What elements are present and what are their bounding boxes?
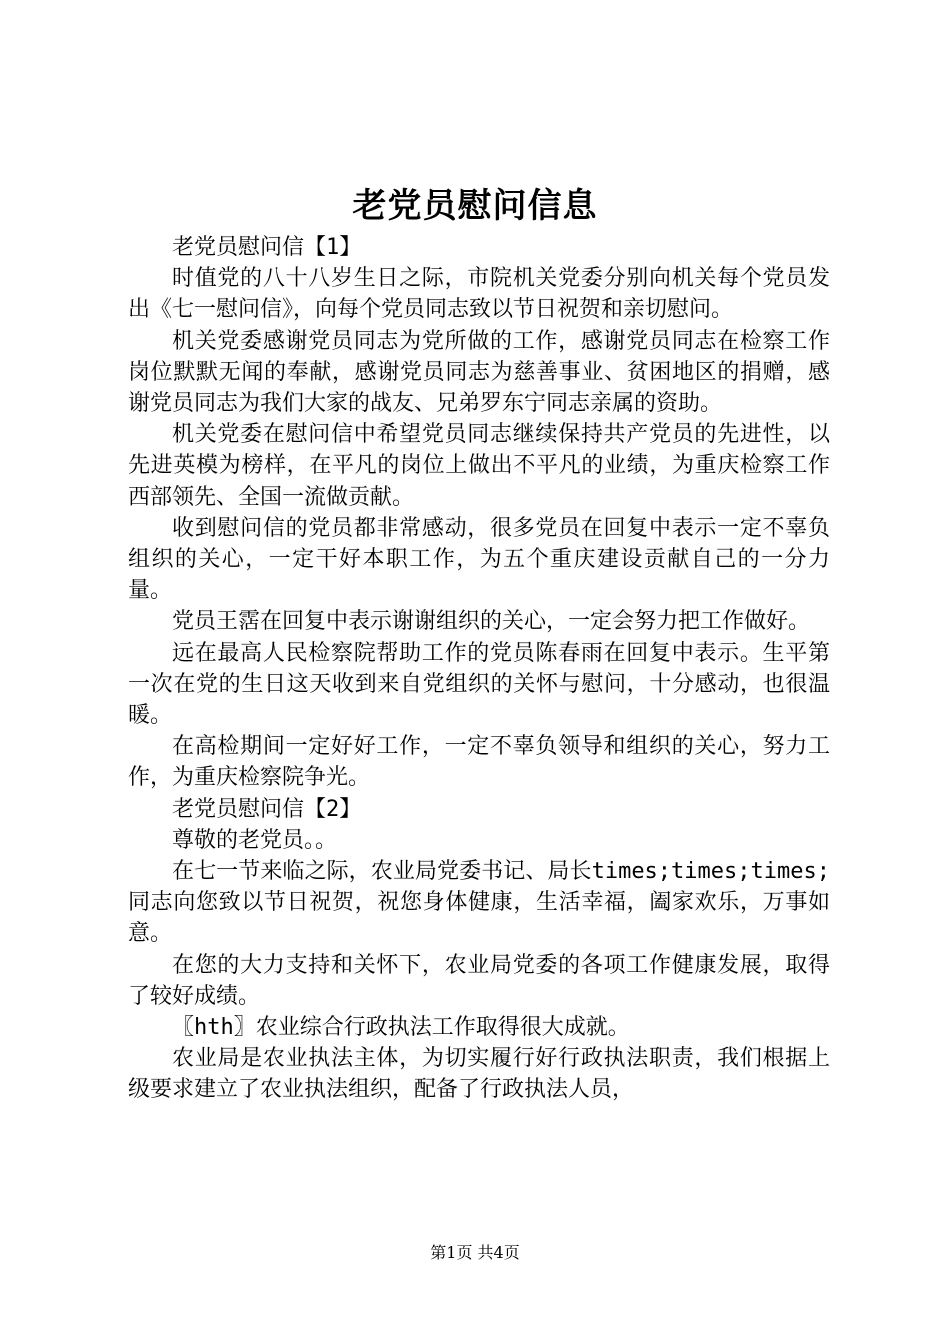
paragraph: 机关党委在慰问信中希望党员同志继续保持共产党员的先进性，以先进英模为榜样，在平凡的岗位上做出不平凡的业绩，为重庆检察工作西部领先、全国一流做贡献。 xyxy=(128,422,830,510)
salutation: 尊敬的老党员。。 xyxy=(172,827,338,853)
paragraph: 收到慰问信的党员都非常感动，很多党员在回复中表示一定不辜负组织的关心，一定干好本职工作，为五个重庆建设贡献自己的一分力量。 xyxy=(128,515,830,604)
paragraph: 时值党的八十八岁生日之际，市院机关党委分别向机关每个党员发出《七一慰问信》，向每个党员同志致以节日祝贺和亲切慰问。 xyxy=(128,266,830,323)
paragraph: 在高检期间一定好好工作，一定不辜负领导和组织的关心，努力工作，为重庆检察院争光。 xyxy=(128,734,830,791)
section-heading-2: 老党员慰问信【2】 xyxy=(172,796,362,822)
paragraph: 党员王霑在回复中表示谢谢组织的关心，一定会努力把工作做好。 xyxy=(172,609,811,635)
paragraph: 机关党委感谢党员同志为党所做的工作，感谢党员同志在检察工作岗位默默无闻的奉献，感谢党员同志为慈善事业、贫困地区的捐赠，感谢党员同志为我们大家的战友、兄弟罗东宁同志亲属的资助。 xyxy=(128,328,830,417)
paragraph: 〖hth〗农业综合行政执法工作取得很大成就。 xyxy=(172,1015,630,1041)
page-footer: 第1页 共4页 xyxy=(430,1243,520,1262)
paragraph: 在您的大力支持和关怀下，农业局党委的各项工作健康发展，取得了较好成绩。 xyxy=(128,952,830,1009)
document-title: 老党员慰问信息 xyxy=(352,186,598,226)
document-body xyxy=(128,232,830,1106)
paragraph: 远在最高人民检察院帮助工作的党员陈春雨在回复中表示。生平第一次在党的生日这天收到来自党组织的关怀与慰问，十分感动，也很温暖。 xyxy=(128,640,830,729)
section-heading-1: 老党员慰问信【1】 xyxy=(172,235,362,260)
paragraph: 在七一节来临之际，农业局党委书记、局长times;times;times;同志向您致以节日祝贺，祝您身体健康，生活幸福，阖家欢乐，万事如意。 xyxy=(128,859,830,947)
paragraph: 农业局是农业执法主体，为切实履行好行政执法职责，我们根据上级要求建立了农业执法组织，配备了行政执法人员， xyxy=(128,1046,830,1103)
